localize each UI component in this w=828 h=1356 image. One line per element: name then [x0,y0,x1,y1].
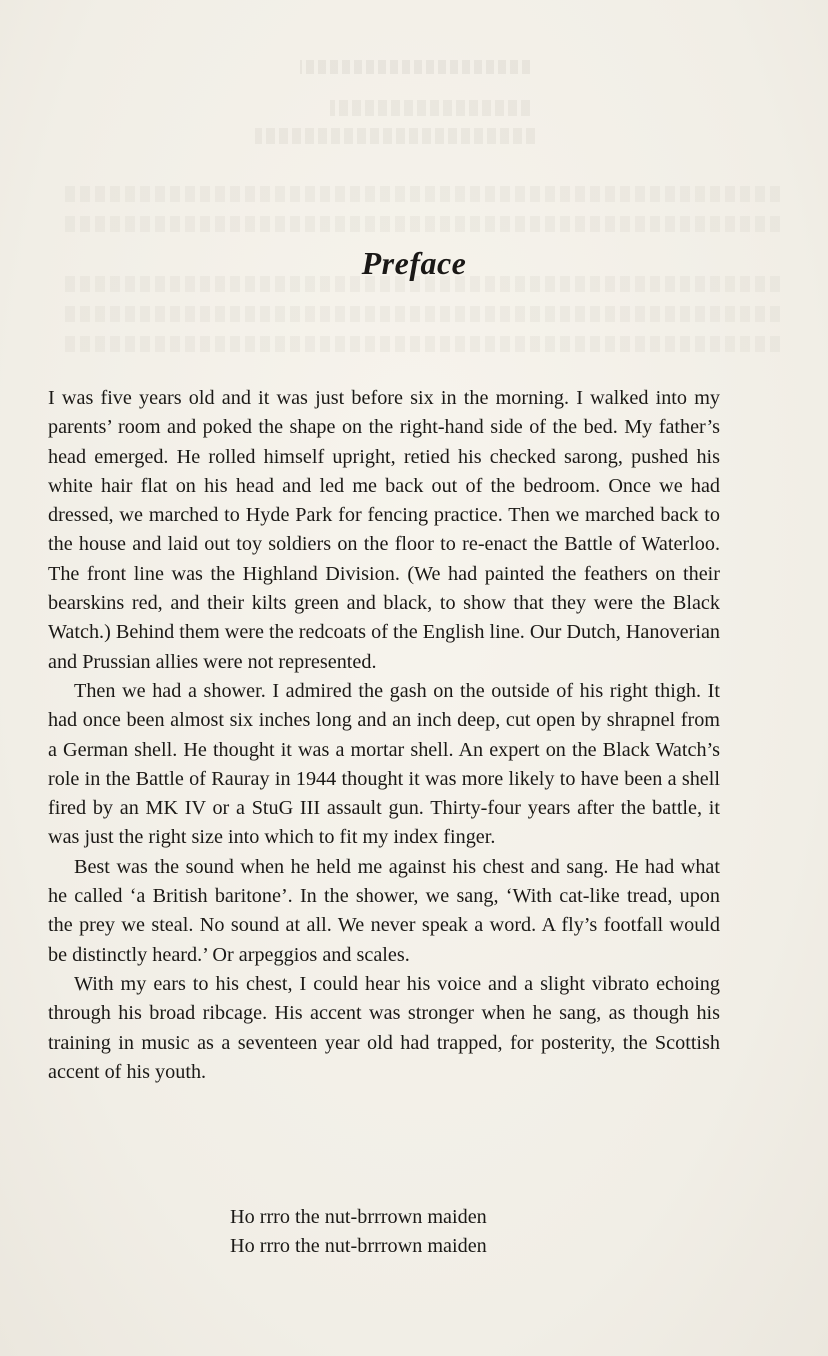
show-through-decoration [330,100,530,116]
paragraph: With my ears to his chest, I could hear his voice and a slight vibrato echoing through his broad ribcage. His accent was stronger when he sang, as though his training in music as a seventeen year old had trapped, for posterity, the Scottish accent of his youth. [48,972,720,1083]
body-text [48,384,720,1087]
show-through-decoration [255,128,535,144]
show-through-decoration [60,216,780,232]
song-verse [230,1203,487,1262]
show-through-decoration [300,60,530,74]
show-through-decoration [60,306,780,322]
verse-line: Ho rrro the nut-brrrown maiden [230,1235,487,1258]
verse-line: Ho rrro the nut-brrrown maiden [230,1206,487,1228]
show-through-decoration [60,336,780,352]
chapter-title: Preface [361,245,467,282]
show-through-decoration [60,186,780,202]
paragraph: Then we had a shower. I admired the gash on the outside of his right thigh. It had once been almost six inches long and an inch deep, cut open by shrapnel from a German shell. He thought it was a mortar shell. An expert on the Black Watch’s role in the Battle of Rauray in 1944 thought it was more likely to have been a shell fired by an MK IV or a StuG III assault gun. Thirty-four years after the battle, it was just the right size into which to fit my index finger. [48,679,720,849]
paragraph: I was five years old and it was just before six in the morning. I walked into my parents’ room and poked the shape on the right-hand side of the bed. My father’s head emerged. He rolled himself upright, retied his checked sarong, pushed his white hair flat on his head and led me back out of the bedroom. Once we had dressed, we marched to Hyde Park for fencing practice. Then we marched back to the house and laid out toy soldiers on the floor to re-enact the Battle of Waterloo. The front line was the Highland Division. (We had painted the feathers on their bearskins red, and their kilts green and black, to show that they were the Black Watch.) Behind them were the redcoats of the English line. Our Dutch, Hanoverian and Prussian allies were not represented. [48,387,720,673]
paragraph: Best was the sound when he held me against his chest and sang. He had what he called ‘a British baritone’. In the shower, we sang, ‘With cat-like tread, upon the prey we steal. No sound at all. We never speak a word. A fly’s footfall would be distinctly heard.’ Or arpeggios and scales. [48,855,720,966]
